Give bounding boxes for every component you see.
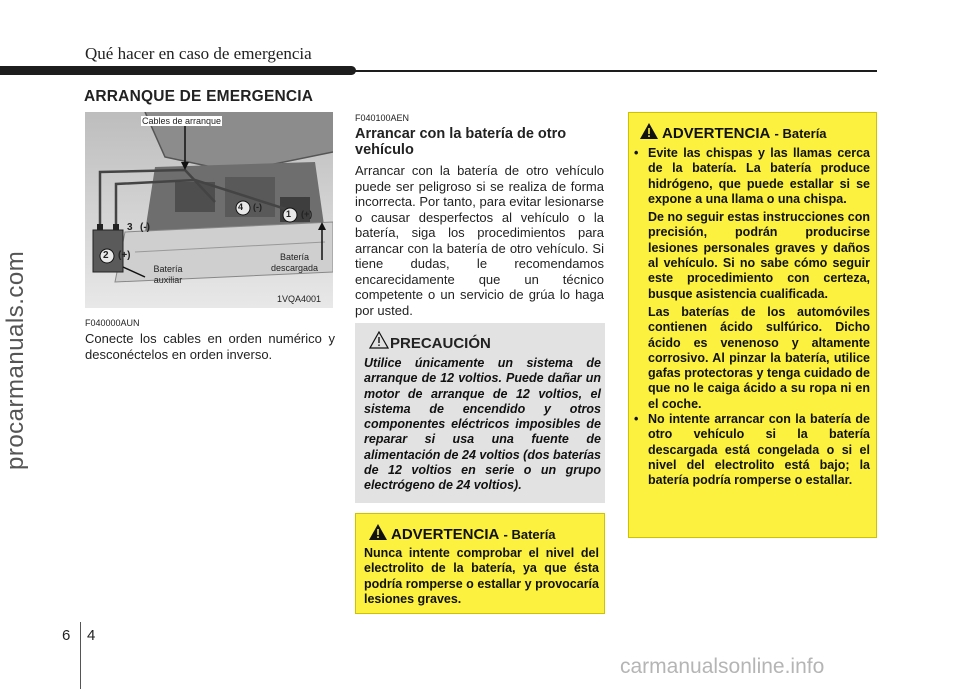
bullet-dot: •: [634, 412, 639, 427]
left-code: F040000AUN: [85, 318, 140, 328]
warning-triangle-outline-icon: [369, 331, 389, 349]
warning-small-title: ADVERTENCIA: [391, 526, 500, 543]
warning-large-bullet1: Evite las chispas y las llamas cerca de la batería. La batería produce hidrógeno, que puede estallar si se expone a una llama o una chispa.: [648, 146, 870, 206]
header-bar: [0, 66, 356, 75]
middle-heading: Arrancar con la batería de otro vehículo: [355, 126, 567, 158]
chapter-number: 6: [62, 627, 71, 644]
footer-divider: [80, 622, 81, 689]
warning-small-text: Nunca intente comprobar el nivel del electrolito de la batería, ya que ésta podría romperse o estallar y provocaría lesiones graves.: [364, 546, 599, 606]
warning-box-small: [355, 513, 605, 614]
warning-triangle-icon: [639, 122, 659, 140]
number-1: 1: [286, 209, 292, 219]
warning-large-subtitle: - Batería: [774, 126, 827, 141]
number-4-sign: (-): [253, 202, 262, 212]
warning-triangle-icon: [368, 523, 388, 541]
label-jumper-cables: Cables de arranque: [142, 116, 222, 126]
caution-box: [355, 323, 605, 503]
warning-large-bullet2: No intente arrancar con la batería de otro vehículo si la batería descargada está congelada o si el nivel del electrolito está bajo; la batería podría romperse o estallar.: [648, 412, 870, 488]
number-2: 2: [103, 250, 109, 261]
side-watermark[interactable]: procarmanuals.com: [2, 250, 29, 470]
warning-large-title: ADVERTENCIA: [662, 125, 771, 142]
warning-large-para2: De no seguir estas instrucciones con precisión, podrán producirse lesiones personales graves y daños al vehículo. Si no sabe cómo seguir este procedimiento con certeza, busque asistencia cualificada.: [648, 210, 870, 301]
left-body: Conecte los cables en orden numérico y desconéctelos en orden inverso.: [85, 331, 335, 362]
bottom-watermark[interactable]: carmanualsonline.info: [620, 655, 825, 678]
middle-body: Arrancar con la batería de otro vehículo puede ser peligroso si se realiza de forma incorrecta. Por tanto, para evitar lesionarse o causar desperfectos al vehículo o la batería, siga los procedimientos para arrancar con la batería de otro vehículo. Si tiene dudas, le recomendamos encarecidamente que un técnico competente o un servicio de grúa lo haga por usted.: [355, 163, 604, 318]
caution-title: PRECAUCIÓN: [390, 335, 491, 352]
bullet-item: [634, 146, 870, 207]
bullet-item: [634, 412, 870, 488]
page-number: 4: [87, 627, 96, 644]
figure-code: 1VQA4001: [277, 294, 322, 304]
number-3: 3: [127, 222, 133, 233]
number-1-sign: (+): [301, 209, 313, 219]
label-aux-battery: Batería auxiliar: [153, 264, 183, 285]
warning-small-subtitle: - Batería: [503, 527, 556, 542]
bullet-dot: •: [634, 146, 639, 160]
jump-start-figure: [85, 112, 333, 308]
caution-text: Utilice únicamente un sistema de arranque de 12 voltios. Puede dañar un motor de arranque de 12 voltios, el sistema de encendido y otros componentes eléctricos imposibles de reparar si usa una fuente de alimentación de 24 voltios (dos baterías de 12 voltios en serie o un grupo electrógeno de 24 voltios).: [364, 356, 601, 493]
warning-box-large: [628, 112, 877, 538]
number-3-sign: (-): [140, 222, 150, 233]
section-title: ARRANQUE DE EMERGENCIA: [84, 88, 314, 105]
number-4: 4: [238, 202, 244, 212]
car-engine-illustration: [85, 112, 333, 308]
warning-large-para3: Las baterías de los automóviles contienen ácido sulfúrico. Dicho ácido es venenoso y altamente corrosivo. Al pinzar la batería, utilice gafas protectoras y tenga cuidado de que no le caiga ácido a su ropa ni en el coche.: [648, 304, 870, 411]
chapter-title: Qué hacer en caso de emergencia: [85, 44, 312, 63]
middle-code: F040100AEN: [355, 113, 410, 123]
number-2-sign: (+): [118, 250, 131, 261]
label-dead-battery: Batería descargada: [270, 252, 319, 273]
